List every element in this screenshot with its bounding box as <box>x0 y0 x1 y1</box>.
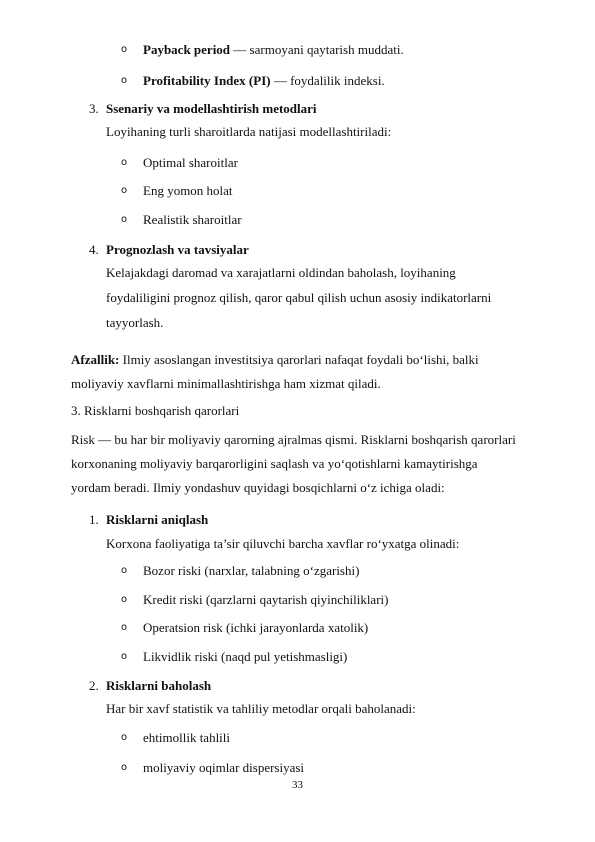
list-item: moliyaviy oqimlar dispersiyasi <box>143 760 305 775</box>
section-title: 3. Risklarni boshqarish qarorlari <box>71 403 240 418</box>
paragraph-line: moliyaviy xavflarni minimallashtirishga ham xizmat qiladi. <box>71 376 381 391</box>
bullet-marker: o <box>121 185 128 196</box>
bullet-marker: o <box>121 44 128 55</box>
term-bold: Profitability Index (PI) <box>143 73 271 88</box>
list-item: Bozor riski (narxlar, talabning o‘zgarishi) <box>143 563 360 578</box>
section-heading: Risklarni baholash <box>106 678 212 693</box>
section-intro: Har bir xavf statistik va tahliliy metodlar orqali baholanadi: <box>106 701 416 716</box>
bullet-marker: o <box>121 732 128 743</box>
bullet-marker: o <box>121 762 128 773</box>
advantage-paragraph <box>71 352 479 368</box>
list-item <box>143 42 404 58</box>
bullet-marker: o <box>121 651 128 662</box>
list-number: 1. <box>89 512 99 527</box>
list-item: Eng yomon holat <box>143 183 233 198</box>
term-bold: Payback period <box>143 42 231 57</box>
section-intro: Loyihaning turli sharoitlarda natijasi modellashtiriladi: <box>106 124 392 139</box>
bullet-marker: o <box>121 214 128 225</box>
list-number: 4. <box>89 242 99 257</box>
section-intro: Korxona faoliyatiga ta’sir qiluvchi barcha xavflar ro‘yxatga olinadi: <box>106 536 460 551</box>
list-item: Kredit riski (qarzlarni qaytarish qiyinchiliklari) <box>143 592 389 607</box>
advantage-text: Ilmiy asoslangan investitsiya qarorlari nafaqat foydali bo‘lishi, balki <box>119 352 479 367</box>
bullet-marker: o <box>121 75 128 86</box>
paragraph-line: tayyorlash. <box>106 315 164 330</box>
list-number: 3. <box>89 101 99 116</box>
bullet-marker: o <box>121 594 128 605</box>
list-item: Realistik sharoitlar <box>143 212 242 227</box>
section-heading: Ssenariy va modellashtirish metodlari <box>106 101 317 116</box>
advantage-label: Afzallik: <box>71 352 120 367</box>
bullet-marker: o <box>121 157 128 168</box>
list-item <box>143 73 385 89</box>
section-heading: Risklarni aniqlash <box>106 512 209 527</box>
paragraph-line: korxonaning moliyaviy barqarorligini saqlash va yo‘qotishlarni kamaytirishga <box>71 456 478 471</box>
paragraph-line: foydaliligini prognoz qilish, qaror qabul qilish uchun asosiy indikatorlarni <box>106 290 492 305</box>
paragraph-line: yordam beradi. Ilmiy yondashuv quyidagi bosqichlarni o‘z ichiga oladi: <box>71 480 445 495</box>
section-heading: Prognozlash va tavsiyalar <box>106 242 249 257</box>
list-item: Likvidlik riski (naqd pul yetishmasligi) <box>143 649 348 664</box>
page-number: 33 <box>292 779 303 791</box>
paragraph-line: Risk — bu har bir moliyaviy qarorning ajralmas qismi. Risklarni boshqarish qarorlari <box>71 432 516 447</box>
bullet-marker: o <box>121 622 128 633</box>
list-item: Operatsion risk (ichki jarayonlarda xatolik) <box>143 620 369 635</box>
term-description: — foydalilik indeksi. <box>270 73 385 88</box>
paragraph-line: Kelajakdagi daromad va xarajatlarni oldindan baholash, loyihaning <box>106 265 456 280</box>
list-number: 2. <box>89 678 99 693</box>
list-item: ehtimollik tahlili <box>143 730 231 745</box>
list-item: Optimal sharoitlar <box>143 155 238 170</box>
bullet-marker: o <box>121 565 128 576</box>
term-description: — sarmoyani qaytarish muddati. <box>230 42 404 57</box>
